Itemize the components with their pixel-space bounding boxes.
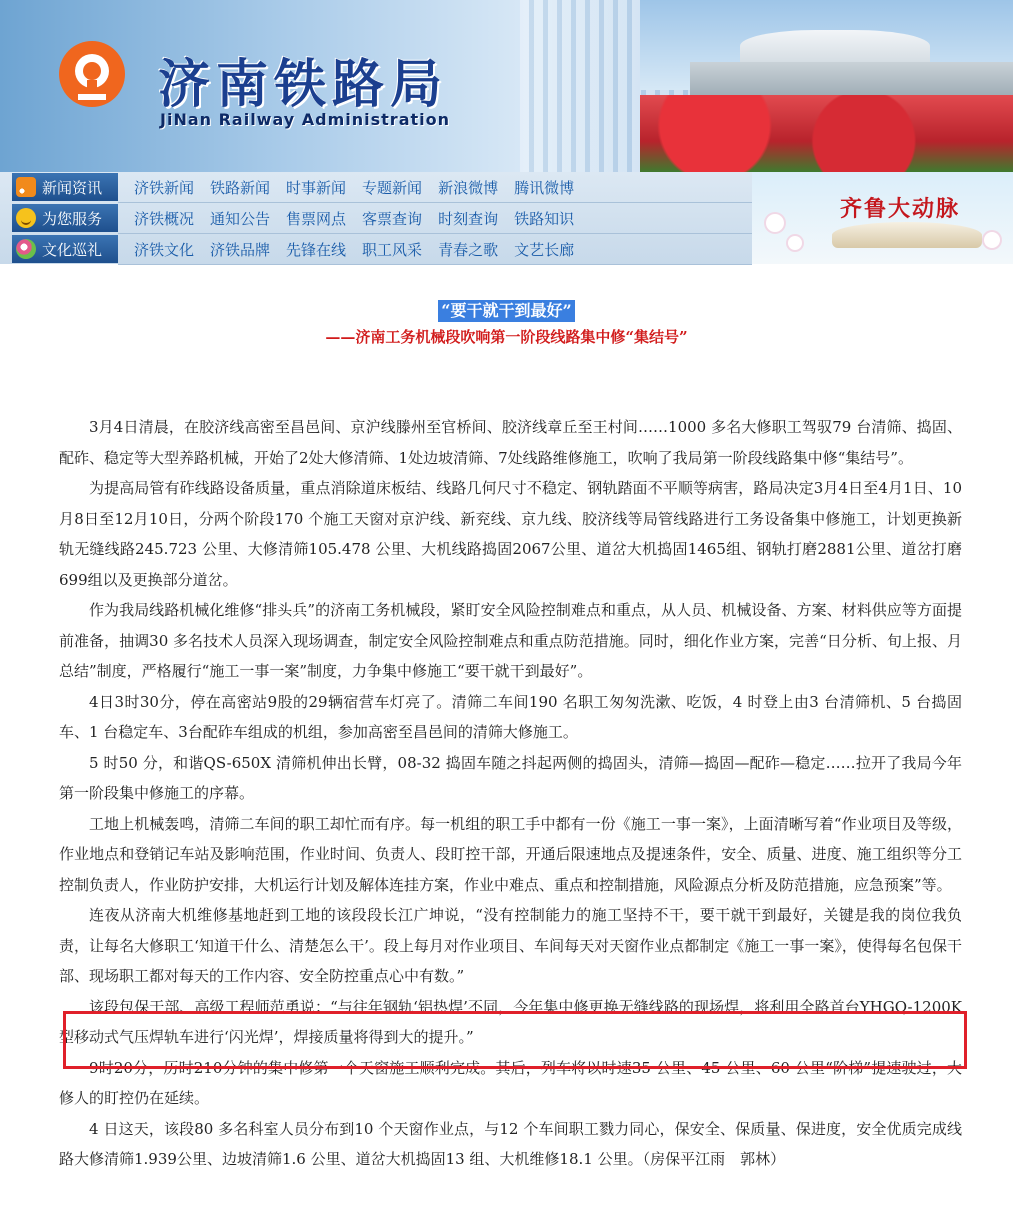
article-paragraph: 作为我局线路机械化维修“排头兵”的济南工务机械段，紧盯安全风险控制难点和重点，从人员、机械设备、方案、材料供应等方面提前准备，抽调30 多名技术人员深入现场调查，制定安全风险控制难点和重点防范措施。同时，细化作业方案，完善“日分析、旬上报、月总结”制度，严格履行“施工一事一案”制度，力争集中修施工“要干就干到最好”。 xyxy=(59,601,962,680)
smile-icon xyxy=(16,208,36,228)
nav-items-service xyxy=(118,203,752,234)
article-headline-wrap xyxy=(0,300,1013,322)
article-subheadline: ——济南工务机械段吹响第一阶段线路集中修“集结号” xyxy=(325,328,688,346)
article-paragraph: 4 日这天，该段80 多名科室人员分布到10 个天窗作业点，与12 个车间职工戮力同心，保安全、保质量、保进度，安全优质完成线路大修清筛1.939公里、边坡清筛1.6 公里、道岔大机捣固13 组、大机维修18.1 公里。（房保平江雨 郭林） xyxy=(59,1119,962,1168)
nav-section-culture[interactable] xyxy=(12,235,118,263)
nav-link-current-news[interactable]: 时事新闻 xyxy=(286,178,347,197)
nav-row-service xyxy=(0,203,752,233)
railway-logo-icon xyxy=(56,38,128,110)
nav-link-ticket-query[interactable]: 客票查询 xyxy=(362,209,423,228)
nav-link-timetable-query[interactable]: 时刻查询 xyxy=(438,209,499,228)
site-banner xyxy=(0,0,1013,172)
article-paragraph: 工地上机械轰鸣，清筛二车间的职工却忙而有序。每一机组的职工手中都有一份《施工一事一案》，上面清晰写着“作业项目及等级，作业地点和登销记车站及影响范围，作业时间、负责人、段盯控干部，开通后限速地点及提速条件，安全、质量、进度、施工组织等分工控制负责人，作业防护安排，大机运行计划及解体连挂方案，作业中难点、重点和控制措施，风险源点分析及防范措施，应急预案”等。 xyxy=(59,814,962,894)
slogan-panel xyxy=(752,172,1013,264)
nav-link-pioneer-online[interactable]: 先锋在线 xyxy=(286,240,347,259)
nav-link-ticket-outlets[interactable]: 售票网点 xyxy=(286,209,347,228)
nav-link-jitie-news[interactable]: 济铁新闻 xyxy=(134,178,195,197)
article-body xyxy=(59,412,962,1175)
nav-items-news xyxy=(118,172,752,203)
nav-items-culture xyxy=(118,234,752,265)
nav-link-jitie-culture[interactable]: 济铁文化 xyxy=(134,240,195,259)
article-paragraph: 5 时50 分，和谐QS-650X 清筛机伸出长臂，08-32 捣固车随之抖起两侧的捣固头，清筛—捣固—配砟—稳定……拉开了我局今年第一阶段集中修施工的序幕。 xyxy=(59,753,962,802)
nav-section-service[interactable] xyxy=(12,204,118,232)
site-title-english: JiNan Railway Administration xyxy=(160,110,450,129)
nav-link-overview[interactable]: 济铁概况 xyxy=(134,209,195,228)
article-headline: “要干就干到最好” xyxy=(438,300,574,322)
nav-link-tencent-weibo[interactable]: 腾讯微博 xyxy=(514,178,575,197)
nav-row-news xyxy=(0,172,752,202)
article-paragraph: 连夜从济南大机维修基地赶到工地的该段段长江广坤说，“没有控制能力的施工坚持不干，要干就干到最好，关键是我的岗位我负责，让每名大修职工‘知道干什么、清楚怎么干’。段上每月对作业项目、车间每天对天窗作业点都制定《施工一事一案》，使得每名包保干部、现场职工都对每天的工作内容、安全防控重点心中有数。” xyxy=(59,906,962,985)
nav-link-art-gallery[interactable]: 文艺长廊 xyxy=(514,240,575,259)
article-paragraph: 为提高局管有砟线路设备质量，重点消除道床板结、线路几何尺寸不稳定、钢轨踏面不平顺等病害，路局决定3月4日至4月1日、10月8日至12月10日，分两个阶段170 个施工天窗对京沪线、新兖线、京九线、胶济线等局管线路进行工务设备集中修施工，计划更换新轨无缝线路245.723 公里、大修清筛105.478 公里、大机线路捣固2067公里、道岔大机捣固1465组、钢轨打磨2881公里、道岔打磨699组以及更换部分道岔。 xyxy=(59,479,962,589)
main-navigation xyxy=(0,172,1013,264)
flower-decoration xyxy=(766,214,784,232)
flower-decoration xyxy=(984,232,1000,248)
nav-link-sina-weibo[interactable]: 新浪微博 xyxy=(438,178,499,197)
nav-link-railway-knowledge[interactable]: 铁路知识 xyxy=(514,209,575,228)
rss-icon xyxy=(16,177,36,197)
nav-link-staff-showcase[interactable]: 职工风采 xyxy=(362,240,423,259)
culture-bird-icon xyxy=(16,239,36,259)
nav-link-youth-song[interactable]: 青春之歌 xyxy=(438,240,499,259)
article-paragraph: 9时20分，历时210分钟的集中修第一个天窗施工顺利完成。其后，列车将以时速35 公里、45 公里、60 公里“阶梯”提速驶过，大修人的盯控仍在延续。 xyxy=(59,1058,962,1107)
slogan-text: 齐鲁大动脉 xyxy=(840,197,961,222)
nav-link-jitie-brand[interactable]: 济铁品牌 xyxy=(210,240,271,259)
nav-section-label: 文化巡礼 xyxy=(42,240,103,259)
nav-link-railway-news[interactable]: 铁路新闻 xyxy=(210,178,271,197)
flowerbed-graphic xyxy=(640,95,1013,172)
nav-link-notices[interactable]: 通知公告 xyxy=(210,209,271,228)
flower-decoration xyxy=(788,236,802,250)
nav-section-news[interactable] xyxy=(12,173,118,201)
nav-link-special-news[interactable]: 专题新闻 xyxy=(362,178,423,197)
nav-row-culture xyxy=(0,234,752,264)
book-icon xyxy=(832,222,982,248)
nav-section-label: 为您服务 xyxy=(42,209,103,228)
article-paragraph: 4日3时30分，停在高密站9股的29辆宿营车灯亮了。清筛二车间190 名职工匆匆洗漱、吃饭，4 时登上由3 台清筛机、5 台捣固车、1 台稳定车、3台配砟车组成的机组，参加高密至昌邑间的清筛大修施工。 xyxy=(59,692,962,741)
article-paragraph-highlighted: 该段包保干部、高级工程师范勇说：“与往年钢轨‘铝热焊’不同，今年集中修更换无缝线路的现场焊，将利用全路首台YHGQ-1200K型移动式气压焊轨车进行‘闪光焊’，焊接质量将得到大的提升。” xyxy=(59,997,962,1046)
site-title: 济南铁路局 xyxy=(158,55,449,115)
nav-section-label: 新闻资讯 xyxy=(42,178,103,197)
article-paragraph: 3月4日清晨，在胶济线高密至昌邑间、京沪线滕州至官桥间、胶济线章丘至王村间……1000 多名大修职工驾驭79 台清筛、捣固、配砟、稳定等大型养路机械，开始了2处大修清筛、1处边坡清筛、7处线路维修施工，吹响了我局第一阶段线路集中修“集结号”。 xyxy=(59,418,962,467)
